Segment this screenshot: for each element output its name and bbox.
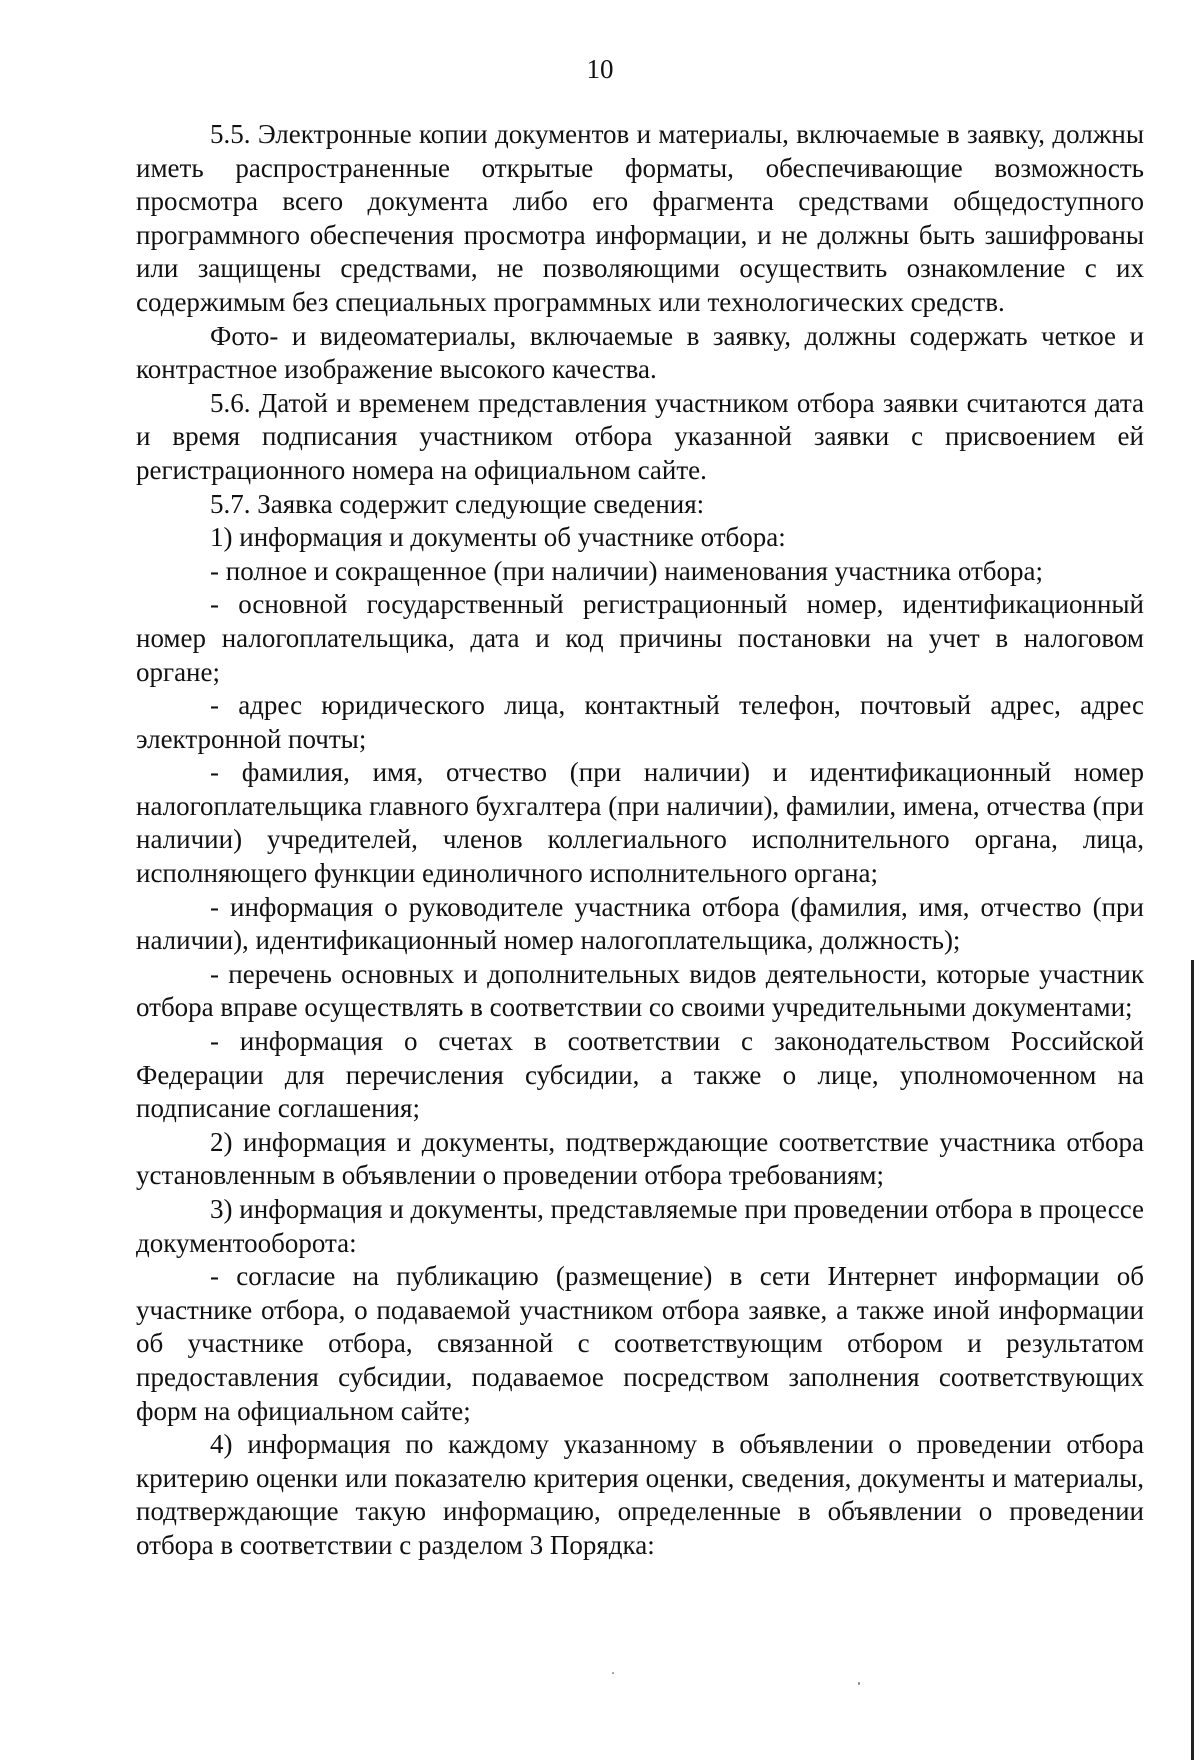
list-subitem-activities: - перечень основных и дополнительных видов деятельности, которые участник отбора вправе осуществлять в соответствии со своими учредительными документами;	[136, 958, 1144, 1023]
list-item-3: 3) информация и документы, представляемые при проведении отбора в процессе документооборота:	[136, 1194, 1144, 1258]
list-item-2: 2) информация и документы, подтверждающие соответствие участника отбора установленным в объявлении о проведении отбора требованиям;	[136, 1126, 1144, 1191]
list-subitem-director: - информация о руководителе участника отбора (фамилия, имя, отчество (при наличии), идентификационный номер налогоплательщика, должность);	[136, 891, 1144, 956]
list-item-1: 1) информация и документы об участнике отбора:	[210, 522, 786, 553]
scan-speck	[612, 1672, 614, 1674]
list-subitem-accounts: - информация о счетах в соответствии с законодательством Российской Федерации для перечисления субсидии, а также о лице, уполномоченном на подписание соглашения;	[136, 1026, 1144, 1124]
scan-speck	[858, 1682, 860, 1685]
paragraph-5-5: 5.5. Электронные копии документов и материалы, включаемые в заявку, должны иметь распространенные открытые форматы, обеспечивающие возможность просмотра всего документа либо его фрагмента средствами общедоступного программного обеспечения просмотра информации, и не должны быть зашифрованы или защищены средствами, не позволяющими осуществить ознакомление с их содержимым без специальных программных или технологических средств.	[136, 119, 1144, 317]
list-subitem-ogrn-inn: - основной государственный регистрационный номер, идентификационный номер налогоплательщика, дата и код причины постановки на учет в налоговом органе;	[136, 589, 1144, 687]
paragraph-5-7: 5.7. Заявка содержит следующие сведения:	[210, 488, 705, 519]
paragraph-5-6: 5.6. Датой и временем представления участником отбора заявки считаются дата и время подписания участником отбора указанной заявки с присвоением ей регистрационного номера на официальном сайте.	[136, 387, 1144, 485]
list-subitem-accountant: - фамилия, имя, отчество (при наличии) и идентификационный номер налогоплательщика главного бухгалтера (при наличии), фамилии, имена, отчества (при наличии) учредителей, членов коллегиального исполнительного органа, лица, исполняющего функции единоличного исполнительного органа;	[136, 757, 1144, 889]
list-item-4: 4) информация по каждому указанному в объявлении о проведении отбора критерию оценки или показателю критерия оценки, сведения, документы и материалы, подтверждающие такую информацию, определенные в объявлении о проведении отбора в соответствии с разделом 3 Порядка:	[136, 1429, 1144, 1560]
list-subitem-address: - адрес юридического лица, контактный телефон, почтовый адрес, адрес электронной почты;	[136, 690, 1144, 754]
list-subitem-consent: - согласие на публикацию (размещение) в сети Интернет информации об участнике отбора, о подаваемой участником отбора заявке, а также иной информации об участнике отбора, связанной с соответствующим отбором и результатом предоставления субсидии, подаваемое посредством заполнения соответствующих форм на официальном сайте;	[136, 1261, 1144, 1426]
document-body	[136, 118, 1144, 1563]
scan-edge-line	[1191, 960, 1194, 1760]
list-subitem-name: - полное и сокращенное (при наличии) наименования участника отбора;	[210, 555, 1043, 586]
page-number: 10	[586, 54, 614, 84]
paragraph-photo-video: Фото- и видеоматериалы, включаемые в заявку, должны содержать четкое и контрастное изображение высокого качества.	[136, 320, 1144, 385]
